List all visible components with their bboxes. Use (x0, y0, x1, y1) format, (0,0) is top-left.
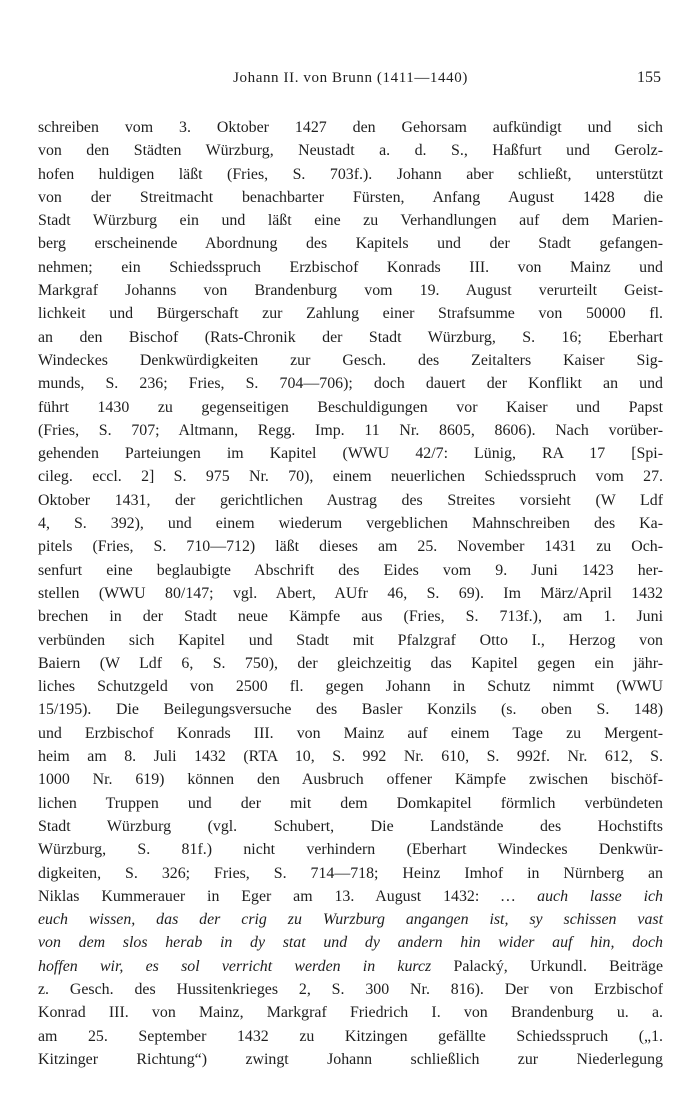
text-line: an den Bischof (Rats-Chronik der Stadt Würzburg, S. 16; Eberhart (38, 328, 663, 346)
text-line: liches Schutzgeld von 2500 fl. gegen Johann in Schutz nimmt (WWU (38, 678, 663, 696)
text-line: Kitzinger Richtung“) zwingt Johann schließlich zur Niederlegung (38, 1050, 663, 1068)
quotation-line: von dem slos herab in dy stat und dy andern hin wider auf hin, doch (38, 934, 663, 952)
text-line: hofen huldigen läßt (Fries, S. 703f.). Johann aber schließt, unterstützt (38, 165, 663, 183)
quotation-segment: hoffen wir, es sol verricht werden in kurcz (38, 957, 432, 975)
text-line: schreiben vom 3. Oktober 1427 den Gehorsam aufkündigt und sich (38, 119, 663, 136)
text-line: lichen Truppen und der mit dem Domkapitel förmlich verbündeten (38, 794, 663, 812)
quotation-segment: … auch lasse ich (501, 887, 663, 905)
text-line: senfurt eine beglaubigte Abschrift des Eides vom 9. Juni 1423 her- (38, 561, 663, 579)
text-line: lichkeit und Bürgerschaft zur Zahlung einer Strafsumme von 50000 fl. (38, 305, 663, 323)
text-line: berg erscheinende Abordnung des Kapitels und der Stadt gefangen- (38, 235, 663, 253)
page-header (38, 66, 663, 92)
text-line: nehmen; ein Schiedsspruch Erzbischof Konrads III. von Mainz und (38, 258, 663, 276)
text-line: Windeckes Denkwürdigkeiten zur Gesch. des Zeitalters Kaiser Sig- (38, 351, 663, 369)
text-line: von den Städten Würzburg, Neustadt a. d. S., Haßfurt und Gerolz- (38, 142, 663, 160)
text-line: stellen (WWU 80/147; vgl. Abert, AUfr 46, S. 69). Im März/April 1432 (38, 584, 663, 602)
text-line: Stadt Würzburg (vgl. Schubert, Die Landstände des Hochstifts (38, 817, 663, 835)
text-line: 4, S. 392), und einem wiederum vergeblichen Mahnschreiben des Ka- (38, 515, 663, 533)
book-page (38, 66, 663, 1071)
text-line: heim am 8. Juli 1432 (RTA 10, S. 992 Nr. 610, S. 992f. Nr. 612, S. (38, 748, 663, 766)
text-line: munds, S. 236; Fries, S. 704—706); doch dauert der Konflikt an und (38, 375, 663, 393)
text-line: brechen in der Stadt neue Kämpfe aus (Fries, S. 713f.), am 1. Juni (38, 608, 663, 626)
text-line: gehenden Parteiungen im Kapitel (WWU 42/7: Lünig, RA 17 [Spi- (38, 445, 663, 463)
text-line: (Fries, S. 707; Altmann, Regg. Imp. 11 Nr. 8605, 8606). Nach vorüber- (38, 421, 663, 439)
text-line: verbünden sich Kapitel und Stadt mit Pfalzgraf Otto I., Herzog von (38, 631, 663, 649)
text-segment: Niklas Kummerauer in Eger am 13. August 1432: (38, 887, 502, 905)
text-line: und Erzbischof Konrads III. von Mainz auf einem Tage zu Mergent- (38, 724, 663, 742)
text-line: Würzburg, S. 81f.) nicht verhindern (Eberhart Windeckes Denkwür- (38, 841, 663, 859)
text-line: führt 1430 zu gegenseitigen Beschuldigungen vor Kaiser und Papst (38, 398, 663, 416)
text-line: cileg. eccl. 2] S. 975 Nr. 70), einem neuerlichen Schiedsspruch vom 27. (38, 468, 663, 486)
text-line: Oktober 1431, der gerichtlichen Austrag des Streites vorsieht (W Ldf (38, 491, 663, 509)
text-line: am 25. September 1432 zu Kitzingen gefällte Schiedsspruch („1. (38, 1027, 663, 1045)
text-line: Markgraf Johanns von Brandenburg vom 19. August verurteilt Geist- (38, 282, 663, 300)
text-line: 1000 Nr. 619) können den Ausbruch offener Kämpfe zwischen bischöf- (38, 771, 663, 789)
text-line: pitels (Fries, S. 710—712) läßt dieses am 25. November 1431 zu Och- (38, 538, 663, 556)
page-number: 155 (637, 69, 661, 86)
text-segment: Palacký, Urkundl. Beiträge (431, 957, 663, 975)
text-line: z. Gesch. des Hussitenkrieges 2, S. 300 Nr. 816). Der von Erzbischof (38, 980, 663, 998)
text-line: Baiern (W Ldf 6, S. 750), der gleichzeitig das Kapitel gegen ein jähr- (38, 654, 663, 672)
text-line: von der Streitmacht benachbarter Fürsten, Anfang August 1428 die (38, 188, 663, 206)
text-line (38, 885, 663, 908)
text-line: Konrad III. von Mainz, Markgraf Friedrich I. von Brandenburg u. a. (38, 1004, 663, 1022)
text-line (38, 955, 663, 978)
text-line: Stadt Würzburg ein und läßt eine zu Verhandlungen auf dem Marien- (38, 212, 663, 230)
text-line: 15/195). Die Beilegungsversuche des Basler Konzils (s. oben S. 148) (38, 701, 663, 719)
body-text (38, 116, 663, 1071)
quotation-line: euch wissen, das der crig zu Wurzburg angangen ist, sy schissen vast (38, 911, 663, 929)
running-head: Johann II. von Brunn (1411—1440) (233, 70, 468, 86)
text-line: digkeiten, S. 326; Fries, S. 714—718; Heinz Imhof in Nürnberg an (38, 864, 663, 882)
